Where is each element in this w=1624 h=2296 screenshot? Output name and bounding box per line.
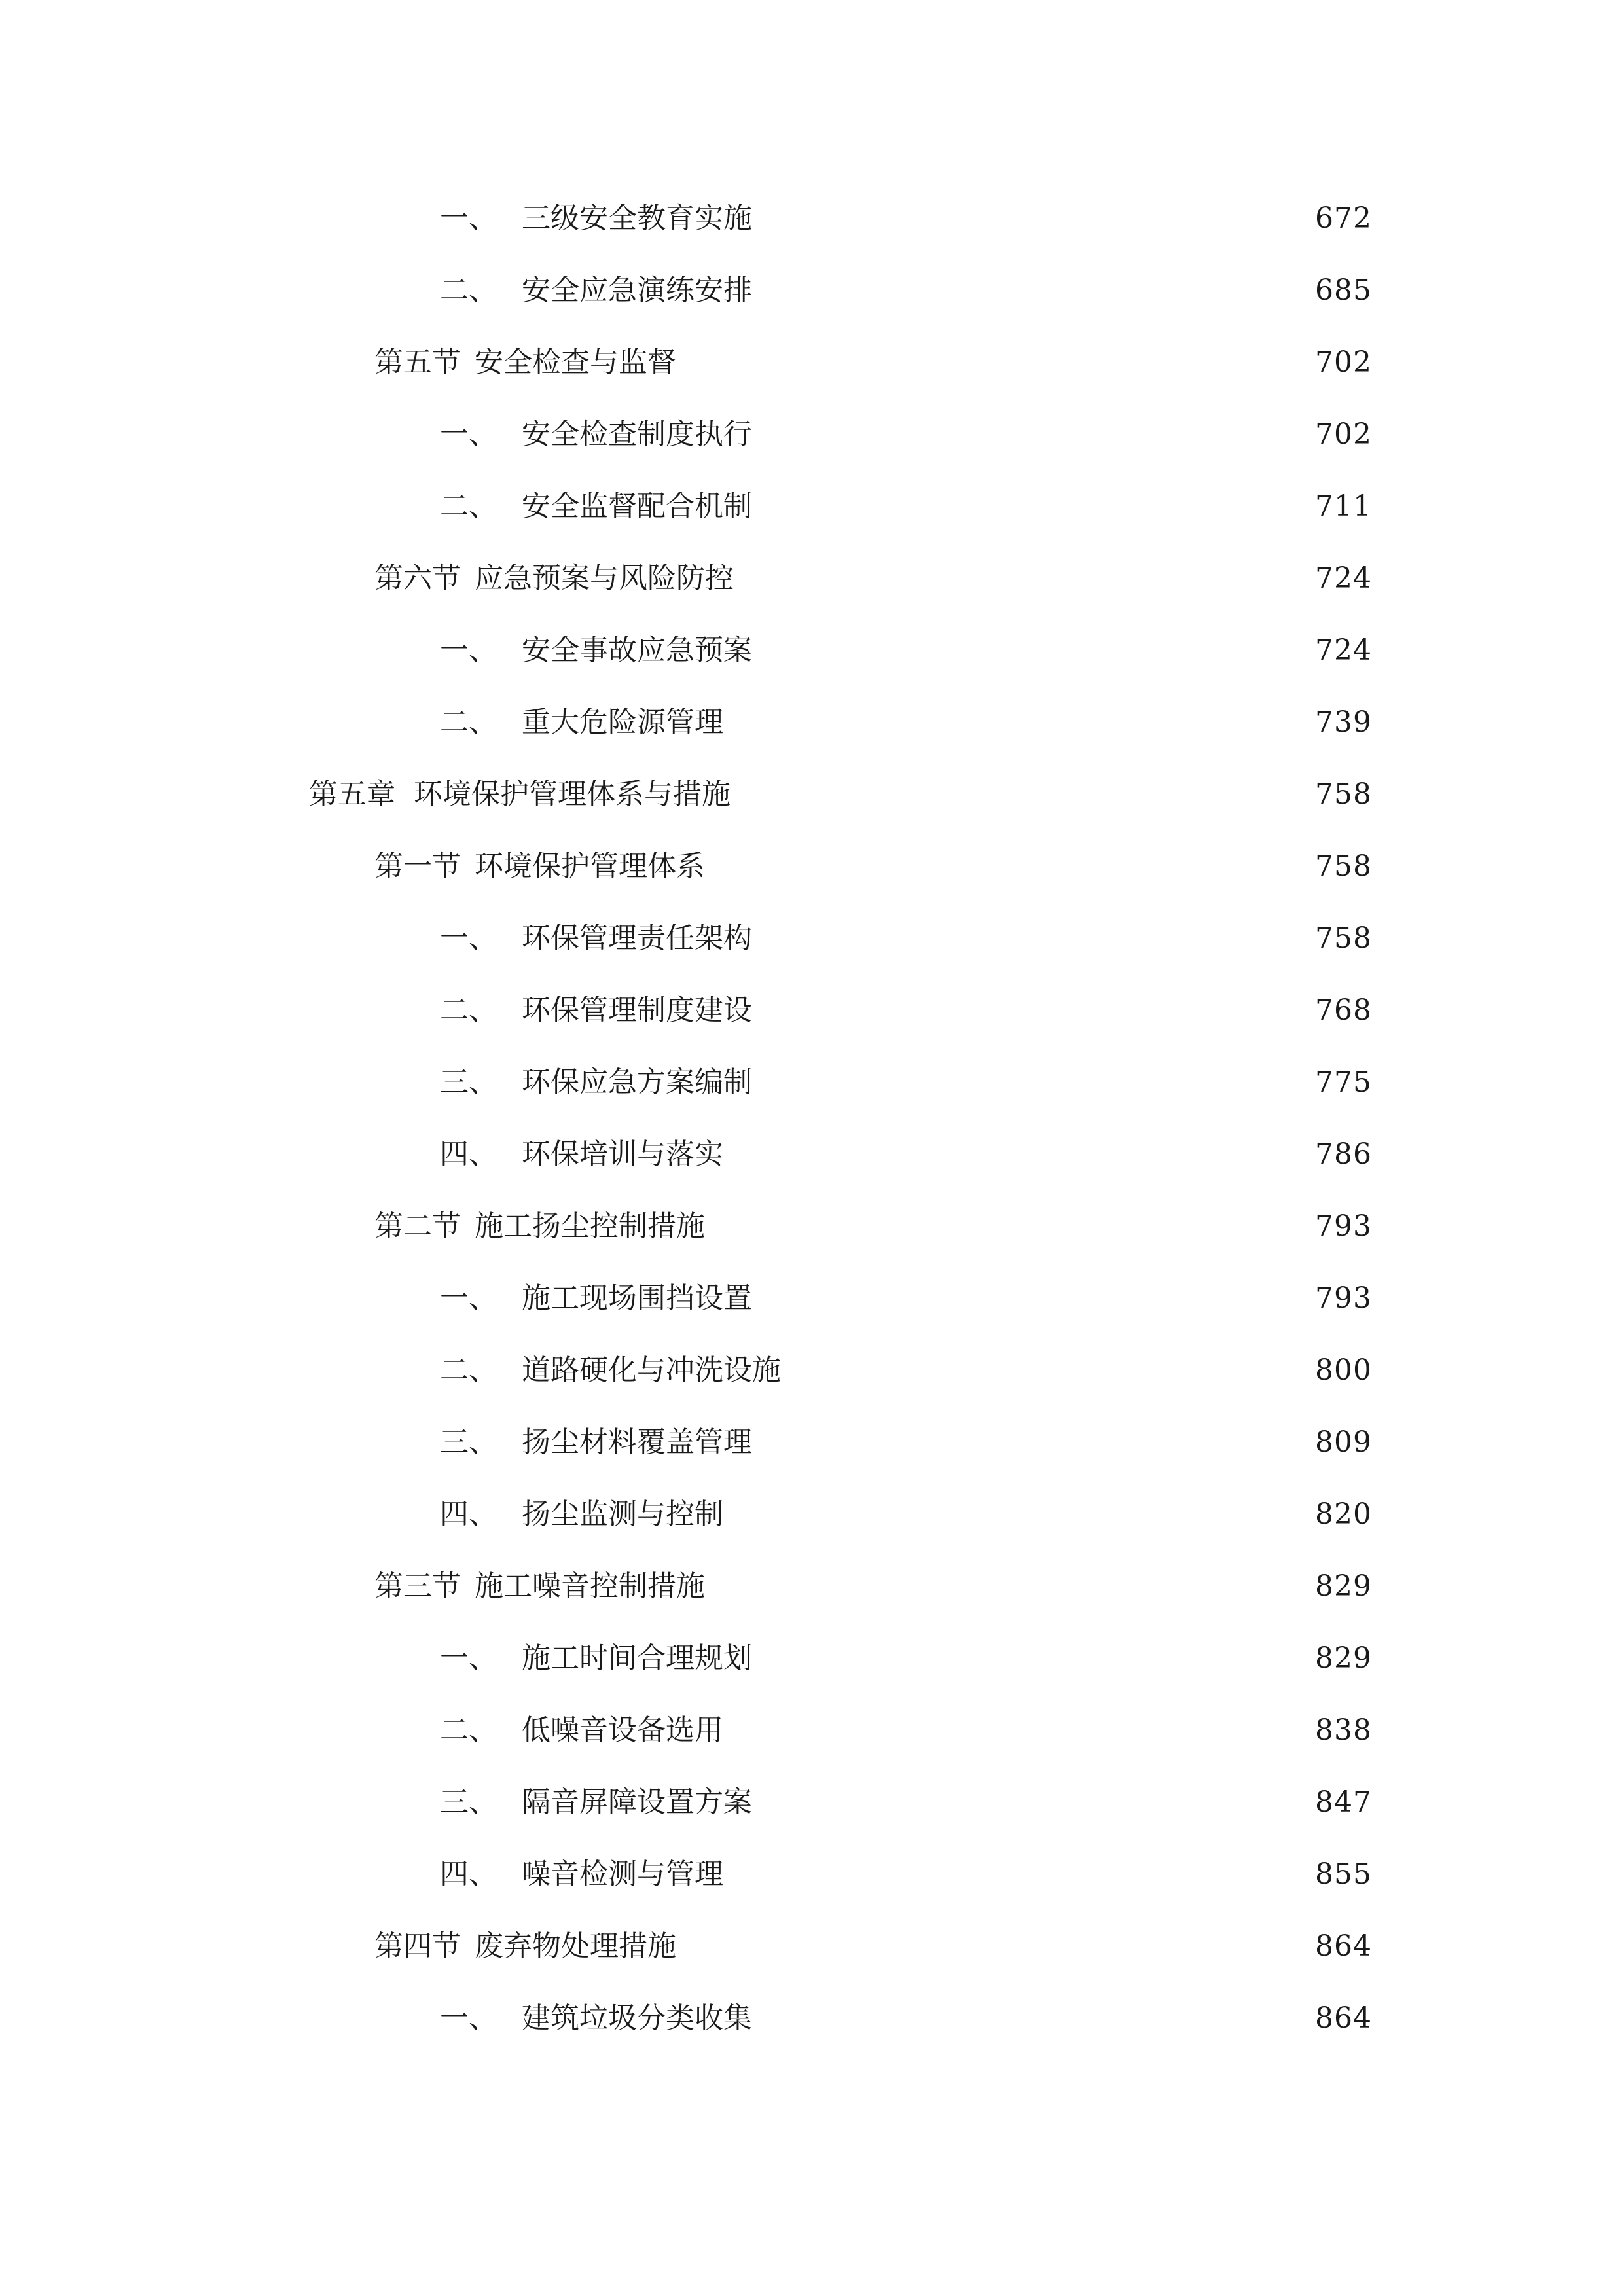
toc-entry-page: 739 <box>1315 706 1372 739</box>
toc-entry-number: 一、 <box>440 1641 497 1675</box>
toc-entry-title: 安全应急演练安排 <box>522 274 752 307</box>
toc-entry-page: 711 <box>1315 490 1372 523</box>
dot-leader <box>685 1920 1303 1973</box>
toc-entry-title: 重大危险源管理 <box>522 706 723 739</box>
toc-entry-number: 第三节 <box>374 1570 461 1603</box>
toc-entry[interactable] <box>374 552 1372 605</box>
toc-entry-title: 隔音屏障设置方案 <box>522 1785 752 1819</box>
toc-entry-title: 环保应急方案编制 <box>522 1066 752 1099</box>
toc-entry-page: 809 <box>1315 1426 1372 1459</box>
toc-entry-page: 864 <box>1315 2001 1372 2035</box>
toc-entry-title: 施工扬尘控制措施 <box>475 1210 705 1243</box>
toc-entry-title: 扬尘材料覆盖管理 <box>522 1426 752 1459</box>
dot-leader <box>732 1488 1303 1541</box>
toc-entry-page: 829 <box>1315 1570 1372 1603</box>
toc-entry-title: 安全检查与监督 <box>475 346 676 379</box>
dot-leader <box>714 1200 1303 1253</box>
toc-entry[interactable] <box>440 192 1372 245</box>
toc-entry-title: 环保培训与落实 <box>522 1138 723 1171</box>
toc-entry-title: 环保管理责任架构 <box>522 922 752 955</box>
dot-leader <box>790 1344 1303 1397</box>
toc-entry-page: 702 <box>1315 418 1372 451</box>
toc-entry-number: 二、 <box>440 994 497 1027</box>
toc-entry[interactable] <box>440 1704 1372 1757</box>
toc-entry-title: 废弃物处理措施 <box>475 1929 676 1963</box>
toc-entry-title: 施工噪音控制措施 <box>475 1570 705 1603</box>
toc-entry-number: 一、 <box>440 418 497 451</box>
toc-entry[interactable] <box>440 408 1372 461</box>
toc-entry[interactable] <box>440 1344 1372 1397</box>
toc-entry-page: 702 <box>1315 346 1372 379</box>
toc-entry-title: 施工时间合理规划 <box>522 1641 752 1675</box>
toc-entry-title: 环保管理制度建设 <box>522 994 752 1027</box>
toc-entry-number: 三、 <box>440 1066 497 1099</box>
toc-entry-page: 793 <box>1315 1210 1372 1243</box>
toc-entry-number: 第六节 <box>374 562 461 595</box>
toc-entry-number: 一、 <box>440 922 497 955</box>
toc-entry-title: 噪音检测与管理 <box>522 1857 723 1891</box>
toc-entry-page: 724 <box>1315 562 1372 595</box>
dot-leader <box>761 1992 1303 2045</box>
toc-entry-page: 864 <box>1315 1929 1372 1963</box>
dot-leader <box>761 1056 1303 1109</box>
toc-entry-title: 应急预案与风险防控 <box>475 562 734 595</box>
toc-entry-number: 四、 <box>440 1498 497 1531</box>
toc-entry[interactable] <box>440 1272 1372 1325</box>
toc-entry-page: 847 <box>1315 1785 1372 1819</box>
dot-leader <box>761 1272 1303 1325</box>
dot-leader <box>761 480 1303 533</box>
dot-leader <box>761 264 1303 317</box>
dot-leader <box>761 1776 1303 1829</box>
dot-leader <box>732 696 1303 749</box>
toc-entry-page: 685 <box>1315 274 1372 307</box>
toc-entry[interactable] <box>309 768 1372 821</box>
toc-entry[interactable] <box>440 480 1372 533</box>
toc-entry-page: 758 <box>1315 922 1372 955</box>
toc-entry-number: 三、 <box>440 1426 497 1459</box>
toc-entry-page: 855 <box>1315 1857 1372 1891</box>
toc-entry-number: 四、 <box>440 1138 497 1171</box>
toc-entry-number: 第五章 <box>309 778 395 811</box>
toc-entry-number: 二、 <box>440 274 497 307</box>
toc-entry[interactable] <box>440 1056 1372 1109</box>
dot-leader <box>761 408 1303 461</box>
toc-entry[interactable] <box>440 1776 1372 1829</box>
toc-entry-number: 一、 <box>440 2001 497 2035</box>
toc-entry-page: 793 <box>1315 1282 1372 1315</box>
dot-leader <box>761 1632 1303 1685</box>
toc-entry-title: 安全监督配合机制 <box>522 490 752 523</box>
toc-entry-title: 建筑垃圾分类收集 <box>522 2001 752 2035</box>
toc-entry-page: 800 <box>1315 1354 1372 1387</box>
toc-entry-page: 820 <box>1315 1498 1372 1531</box>
dot-leader <box>732 1128 1303 1181</box>
toc-entry-title: 环境保护管理体系与措施 <box>414 778 731 811</box>
toc-entry-number: 二、 <box>440 1354 497 1387</box>
toc-entry-number: 四、 <box>440 1857 497 1891</box>
dot-leader <box>761 624 1303 677</box>
toc-entry-title: 环境保护管理体系 <box>475 850 705 883</box>
toc-entry[interactable] <box>440 984 1372 1037</box>
dot-leader <box>732 1848 1303 1901</box>
toc-entry[interactable] <box>440 1848 1372 1901</box>
dot-leader <box>743 552 1303 605</box>
toc-entry-number: 一、 <box>440 634 497 667</box>
toc-entry-title: 安全事故应急预案 <box>522 634 752 667</box>
toc-entry-number: 第二节 <box>374 1210 461 1243</box>
toc-entry-number: 第五节 <box>374 346 461 379</box>
toc-entry-number: 二、 <box>440 490 497 523</box>
toc-entry-page: 768 <box>1315 994 1372 1027</box>
dot-leader <box>761 1416 1303 1469</box>
toc-entry-number: 第四节 <box>374 1929 461 1963</box>
toc-entry-title: 安全检查制度执行 <box>522 418 752 451</box>
toc-entry[interactable] <box>440 912 1372 965</box>
toc-entry-page: 775 <box>1315 1066 1372 1099</box>
toc-entry-page: 758 <box>1315 778 1372 811</box>
toc-entry-page: 672 <box>1315 202 1372 235</box>
toc-entry-number: 第一节 <box>374 850 461 883</box>
toc-entry[interactable] <box>440 1128 1372 1181</box>
dot-leader <box>740 768 1303 821</box>
dot-leader <box>761 984 1303 1037</box>
toc-entry-title: 扬尘监测与控制 <box>522 1498 723 1531</box>
dot-leader <box>714 840 1303 893</box>
toc-entry[interactable] <box>440 1632 1372 1685</box>
toc-entry[interactable] <box>374 336 1372 389</box>
toc-entry-number: 二、 <box>440 1713 497 1747</box>
dot-leader <box>714 1560 1303 1613</box>
dot-leader <box>732 1704 1303 1757</box>
toc-entry[interactable] <box>374 1200 1372 1253</box>
toc-entry[interactable] <box>374 1560 1372 1613</box>
toc-entry-page: 829 <box>1315 1641 1372 1675</box>
toc-entry-page: 724 <box>1315 634 1372 667</box>
dot-leader <box>761 912 1303 965</box>
toc-entry-title: 三级安全教育实施 <box>522 202 752 235</box>
toc-entry-page: 838 <box>1315 1713 1372 1747</box>
toc-entry[interactable] <box>440 696 1372 749</box>
toc-entry[interactable] <box>374 1920 1372 1973</box>
toc-entry[interactable] <box>440 624 1372 677</box>
toc-entry-title: 道路硬化与冲洗设施 <box>522 1354 781 1387</box>
toc-entry[interactable] <box>374 840 1372 893</box>
toc-entry[interactable] <box>440 1416 1372 1469</box>
toc-entry-page: 786 <box>1315 1138 1372 1171</box>
toc-entry[interactable] <box>440 1992 1372 2045</box>
dot-leader <box>761 192 1303 245</box>
toc-entry-number: 三、 <box>440 1785 497 1819</box>
toc-entry-page: 758 <box>1315 850 1372 883</box>
toc-entry[interactable] <box>440 264 1372 317</box>
dot-leader <box>685 336 1303 389</box>
toc-entry-number: 二、 <box>440 706 497 739</box>
toc-entry-title: 施工现场围挡设置 <box>522 1282 752 1315</box>
toc-entry-title: 低噪音设备选用 <box>522 1713 723 1747</box>
toc-entry[interactable] <box>440 1488 1372 1541</box>
toc-entry-number: 一、 <box>440 202 497 235</box>
toc-entry-number: 一、 <box>440 1282 497 1315</box>
